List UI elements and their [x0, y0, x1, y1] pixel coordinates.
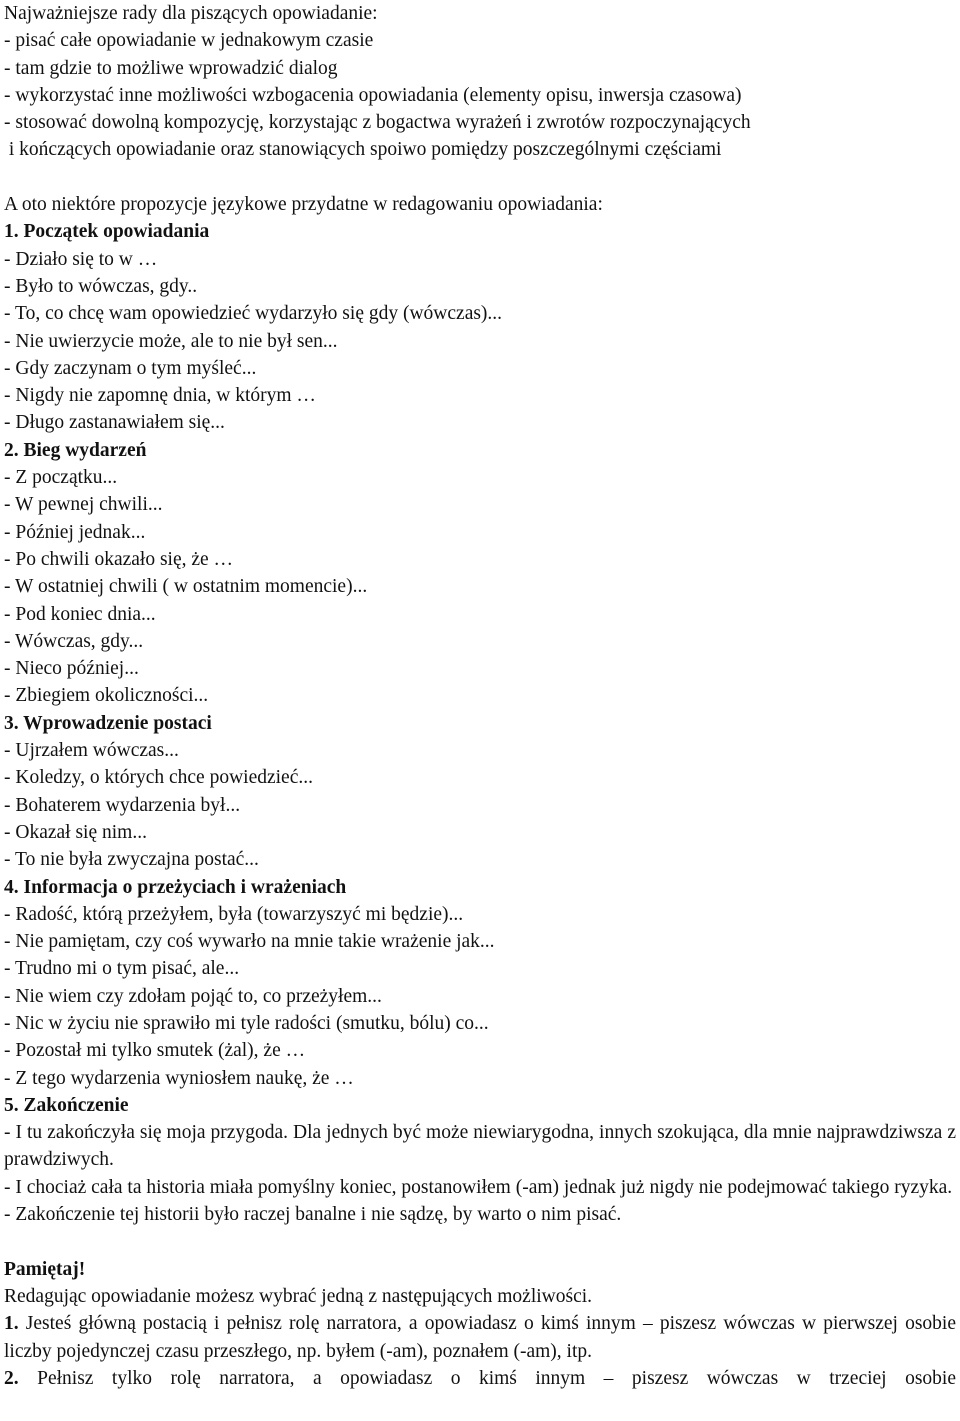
section-heading: 3. Wprowadzenie postaci — [4, 712, 212, 734]
ending-paragraph: - I chociaż cała ta historia miała pomyślny koniec, postanowiłem (-am) jednak już nigdy nie podejmować takiego ryzyka. — [4, 1176, 953, 1198]
phrase-item: - Później jednak... — [4, 521, 146, 543]
phrase-list — [4, 737, 956, 873]
phrase-item: - Z początku... — [4, 467, 118, 489]
ending-paragraph: - I tu zakończyła się moja przygoda. Dla jednych być może niewiarygodna, innych szokująca, dla mnie najprawdziwsza z prawdziwych. — [4, 1122, 956, 1171]
option-text: Jesteś główną postacią i pełnisz rolę narratora, a opowiadasz o kimś innym – piszesz wówczas w pierwszej osobie liczby pojedynczej czasu przeszłego, np. byłem (-am), poznałem (-am), itp. — [4, 1313, 956, 1362]
phrase-item: - Pozostał mi tylko smutek (żal), że … — [4, 1040, 306, 1062]
tips-list — [4, 27, 956, 163]
phrase-item: - Po chwili okazało się, że … — [4, 548, 234, 570]
phrase-item: - Długo zastanawiałem się... — [4, 412, 225, 434]
phrase-item: - Zbiegiem okoliczności... — [4, 685, 209, 707]
phrase-item: - Działo się to w … — [4, 248, 158, 270]
phrase-item: - Koledzy, o których chce powiedzieć... — [4, 767, 313, 789]
phrase-item: - Ujrzałem wówczas... — [4, 740, 179, 762]
spacer — [4, 1228, 956, 1255]
option-paragraph — [4, 1310, 956, 1365]
phrase-item: - To nie była zwyczajna postać... — [4, 849, 259, 871]
phrase-item: - To, co chcę wam opowiedzieć wydarzyło się gdy (wówczas)... — [4, 303, 503, 325]
phrase-list — [4, 246, 956, 437]
phrase-item: - Nie pamiętam, czy coś wywarło na mnie takie wrażenie jak... — [4, 931, 495, 953]
phrase-item: - Okazał się nim... — [4, 821, 147, 843]
phrase-item: - Nieco później... — [4, 658, 139, 680]
tip-item: - pisać całe opowiadanie w jednakowym czasie — [4, 30, 374, 52]
phrase-item: - Wówczas, gdy... — [4, 630, 144, 652]
phrase-item: - Z tego wydarzenia wyniosłem naukę, że … — [4, 1067, 354, 1089]
phrase-item: - Nie wiem czy zdołam pojąć to, co przeżyłem... — [4, 985, 382, 1007]
section-heading: 2. Bieg wydarzeń — [4, 439, 147, 461]
phrase-item: - Radość, którą przeżyłem, była (towarzyszyć mi będzie)... — [4, 903, 464, 925]
phrase-item: - Nigdy nie zapomnę dnia, w którym … — [4, 385, 316, 407]
phrase-item: - Gdy zaczynam o tym myśleć... — [4, 357, 257, 379]
section-heading: 1. Początek opowiadania — [4, 221, 210, 243]
option-paragraph — [4, 1365, 956, 1392]
phrase-list — [4, 901, 956, 1092]
section-heading: 4. Informacja o przeżyciach i wrażeniach — [4, 876, 347, 898]
lead-text: A oto niektóre propozycje językowe przydatne w redagowaniu opowiadania: — [4, 194, 603, 216]
phrase-item: - W pewnej chwili... — [4, 494, 163, 516]
remember-lead: Redagując opowiadanie możesz wybrać jedną z następujących możliwości. — [4, 1285, 593, 1307]
tip-item: i kończących opowiadanie oraz stanowiących spoiwo pomiędzy poszczególnymi częściami — [4, 139, 722, 161]
phrase-item: - Było to wówczas, gdy.. — [4, 275, 198, 297]
option-number: 1. — [4, 1313, 19, 1335]
tip-item: - wykorzystać inne możliwości wzbogacenia opowiadania (elementy opisu, inwersja czasowa) — [4, 84, 742, 106]
phrase-item: - Nic w życiu nie sprawiło mi tyle radości (smutku, bólu) co... — [4, 1012, 489, 1034]
spacer — [4, 164, 956, 191]
phrase-item: - Nie uwierzycie może, ale to nie był sen... — [4, 330, 338, 352]
tip-item: - stosować dowolną kompozycję, korzystając z bogactwa wyrażeń i zwrotów rozpoczynających — [4, 112, 751, 134]
phrase-item: - W ostatniej chwili ( w ostatnim momencie)... — [4, 576, 368, 598]
option-number: 2. — [4, 1367, 19, 1389]
phrase-item: - Trudno mi o tym pisać, ale... — [4, 958, 240, 980]
ending-paragraph: - Zakończenie tej historii było raczej banalne i nie sądzę, by warto o nim pisać. — [4, 1204, 622, 1226]
phrase-list — [4, 464, 956, 710]
remember-heading: Pamiętaj! — [4, 1258, 86, 1280]
phrase-item: - Bohaterem wydarzenia był... — [4, 794, 241, 816]
intro-title: Najważniejsze rady dla piszących opowiadanie: — [4, 3, 378, 24]
phrase-item: - Pod koniec dnia... — [4, 603, 156, 625]
option-text: Pełnisz tylko rolę narratora, a opowiadasz o kimś innym – piszesz wówczas w trzeciej osobie — [18, 1367, 956, 1389]
section-heading: 5. Zakończenie — [4, 1094, 129, 1116]
tip-item: - tam gdzie to możliwe wprowadzić dialog — [4, 57, 338, 79]
